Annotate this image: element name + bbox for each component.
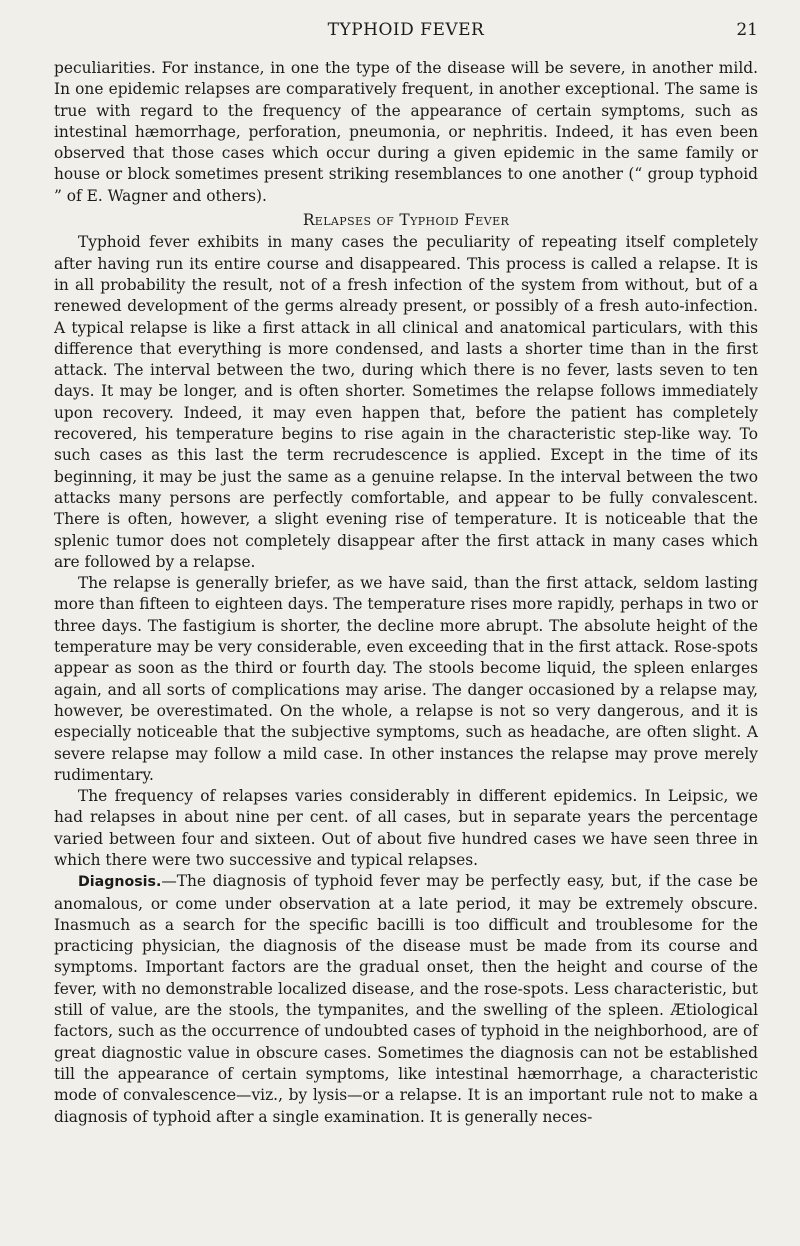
running-header: [54, 18, 758, 52]
page-number: 21: [736, 20, 758, 40]
running-title: TYPHOID FEVER: [327, 20, 485, 40]
body-text: [54, 58, 758, 1128]
paragraph-diagnosis: [54, 871, 758, 1128]
paragraph-relapse-frequency: The frequency of relapses varies considerably in different epidemics. In Leipsic, we had relapses in about nine per cent. of all cases, but in separate years the percentage varied between four and sixteen. Out of about five hundred cases we have seen three in which there were two successive and typical relapses.: [54, 787, 758, 869]
diagnosis-text: —The diagnosis of typhoid fever may be perfectly easy, but, if the case be anomalous, or come under observation at a late period, it may be extremely obscure. Inasmuch as a search for the specific bacilli is too difficult and troublesome for the practicing physician, the diagnosis of the disease must be made from its course and symptoms. Important factors are the gradual onset, then the height and course of the fever, with no demonstrable localized disease, and the rose-spots. Less characteristic, but still of value, are the stools, the tympanites, and the swelling of the spleen. Ætiological factors, such as the occurrence of undoubted cases of typhoid in the neighborhood, are of great diagnostic value in obscure cases. Sometimes the diagnosis can not be established till the appearance of certain symptoms, like intestinal hæmorrhage, a characteristic mode of convalescence—viz., by lysis—or a relapse. It is an important rule not to make a diagnosis of typhoid after a single examination. It is generally neces-: [54, 872, 758, 1126]
diagnosis-run-in-heading: Diagnosis.: [78, 874, 162, 891]
section-heading: Relapses of Typhoid Fever: [302, 211, 510, 230]
paragraph-relapse-definition: Typhoid fever exhibits in many cases the peculiarity of repeating itself completely after having run its entire course and disappeared. This process is called a relapse. It is in all probability the result, not of a fresh infection of the system from without, but of a renewed development of the germs already present, or possibly of a fresh auto-infection. A typical relapse is like a first attack in all clinical and anatomical particulars, with this difference that everything is more condensed, and lasts a shorter time than in the first attack. The interval between the two, during which there is no fever, lasts seven to ten days. It may be longer, and is often shorter. Sometimes the relapse follows immediately upon recovery. Indeed, it may even happen that, before the patient has completely recovered, his temperature begins to rise again in the characteristic step-like way. To such cases as this last the term recrudescence is applied. Except in the time of its beginning, it may be just the same as a genuine relapse. In the interval between the two attacks many persons are perfectly comfortable, and appear to be fully convalescent. There is often, however, a slight evening rise of temperature. It is noticeable that the splenic tumor does not completely disappear after the first attack in many cases which are followed by a relapse.: [54, 233, 758, 571]
paragraph-continued: peculiarities. For instance, in one the type of the disease will be severe, in another mild. In one epidemic relapses are comparatively frequent, in another exceptional. The same is true with regard to the frequency of the appearance of certain symptoms, such as intestinal hæmorrhage, perforation, pneumonia, or nephritis. Indeed, it has even been observed that those cases which occur during a given epidemic in the same family or house or block sometimes present striking resemblances to one another (“ group typhoid ” of E. Wagner and others).: [54, 59, 758, 205]
paragraph-relapse-course: The relapse is generally briefer, as we have said, than the first attack, seldom lasting more than fifteen to eighteen days. The temperature rises more rapidly, perhaps in two or three days. The fastigium is shorter, the decline more abrupt. The absolute height of the temperature may be very considerable, even exceeding that in the first attack. Rose-spots appear as soon as the third or fourth day. The stools become liquid, the spleen enlarges again, and all sorts of complications may arise. The danger occasioned by a relapse may, however, be overestimated. On the whole, a relapse is not so very dangerous, and it is especially noticeable that the subjective symptoms, such as headache, are often slight. A severe relapse may follow a mild case. In other instances the relapse may prove merely rudimentary.: [54, 574, 758, 784]
